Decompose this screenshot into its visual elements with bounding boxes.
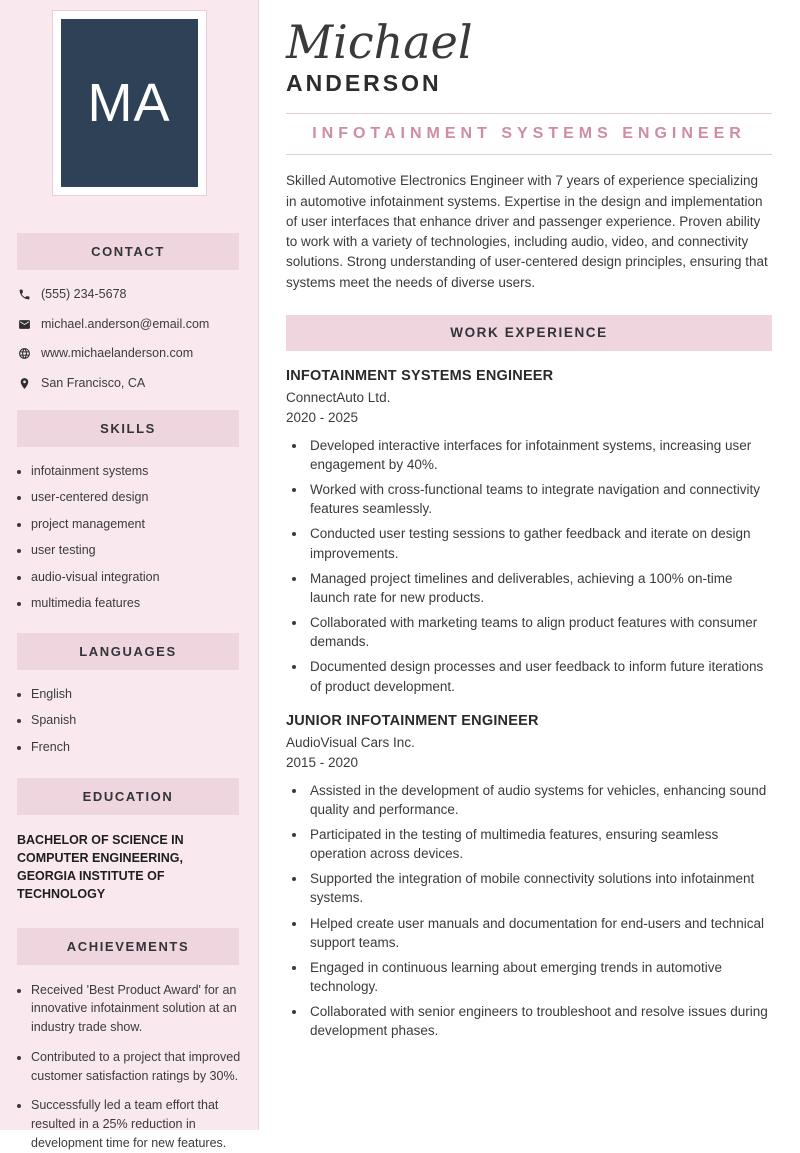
languages-section-header	[17, 633, 239, 670]
job-bullet: • Documented design processes and user feedback to inform future iterations of product development.	[307, 657, 772, 695]
phone-icon	[18, 288, 32, 301]
contact-list	[18, 287, 246, 392]
phone-number: (555) 234-5678	[41, 287, 127, 301]
language-item: • Spanish	[31, 712, 244, 730]
job-company: AudioVisual Cars Inc.	[286, 734, 415, 750]
language-item: • French	[31, 739, 244, 757]
achievement-item: • Contributed to a project that improved customer satisfaction ratings by 30%.	[31, 1048, 244, 1086]
contact-item-email	[18, 317, 246, 333]
language-item: • English	[31, 686, 244, 704]
skill-item: • audio-visual integration	[31, 569, 244, 587]
experience-section-title: WORK EXPERIENCE	[450, 325, 608, 341]
first-name: Michael	[286, 15, 473, 69]
profile-summary: Skilled Automotive Electronics Engineer with 7 years of experience specializing in automotive infotainment systems. Expertise in the design and implementation of user interfaces that enhance driver and passenger experience. Proven ability to work with a variety of technologies, including audio, video, and connectivity solutions. Strong understanding of user-centered design principles, ensuring that systems meet the needs of diverse users.	[286, 173, 768, 290]
contact-section-title: CONTACT	[91, 244, 165, 259]
achievement-item: • Received 'Best Product Award' for an innovative infotainment solution at an industry trade show.	[31, 981, 244, 1037]
location-icon	[18, 377, 32, 390]
job-bullet: • Collaborated with senior engineers to troubleshoot and resolve issues during development phases.	[307, 1002, 772, 1040]
skill-item: • project management	[31, 516, 244, 534]
job-bullet: • Worked with cross-functional teams to integrate navigation and connectivity features seamlessly.	[307, 480, 772, 518]
skill-item: • user-centered design	[31, 489, 244, 507]
job-dates: 2020 - 2025	[286, 409, 359, 425]
education-section-header	[17, 778, 239, 815]
sidebar	[0, 0, 259, 1150]
job-bullet: • Participated in the testing of multimedia features, ensuring seamless operation across devices.	[307, 825, 772, 863]
globe-icon	[18, 347, 32, 360]
location-text: San Francisco, CA	[41, 375, 146, 390]
job-bullet: • Assisted in the development of audio systems for vehicles, enhancing sound quality and performance.	[307, 781, 772, 819]
email-address: michael.anderson@email.com	[41, 316, 210, 331]
job-company: ConnectAuto Ltd.	[286, 389, 391, 405]
main-content	[259, 0, 800, 1130]
job-bullet-list	[286, 436, 772, 696]
languages-section-title: LANGUAGES	[79, 643, 177, 659]
email-icon	[18, 318, 32, 331]
achievements-section-header	[17, 928, 239, 965]
job-title: INFOTAINMENT SYSTEMS ENGINEER	[286, 367, 554, 384]
skills-section-header	[17, 410, 239, 447]
job-entry	[286, 368, 772, 696]
job-bullet: • Developed interactive interfaces for infotainment systems, increasing user engagement by 40%.	[307, 436, 772, 474]
education-section-title: EDUCATION	[82, 789, 174, 804]
contact-item-location	[18, 376, 246, 392]
last-name: ANDERSON	[286, 70, 442, 97]
job-dates: 2015 - 2020	[286, 754, 359, 770]
experience-section-header	[286, 315, 772, 351]
job-title: JUNIOR INFOTAINMENT ENGINEER	[286, 712, 539, 729]
skill-item: • user testing	[31, 542, 244, 560]
languages-list	[0, 686, 244, 757]
achievements-list	[0, 981, 244, 1153]
skills-section-title: SKILLS	[100, 420, 156, 436]
job-headline: INFOTAINMENT SYSTEMS ENGINEER	[286, 113, 772, 155]
job-bullet: • Managed project timelines and deliverables, achieving a 100% on-time launch rate for new products.	[307, 569, 772, 607]
achievement-item: • Successfully led a team effort that resulted in a 25% reduction in development time for new features.	[31, 1096, 244, 1152]
job-bullet: • Supported the integration of mobile connectivity solutions into infotainment systems.	[307, 869, 772, 907]
skills-list	[0, 463, 244, 613]
job-bullet-list	[286, 781, 772, 1041]
skill-item: • infotainment systems	[31, 463, 244, 481]
achievements-section-title: ACHIEVEMENTS	[66, 938, 190, 954]
contact-section-header	[17, 233, 239, 270]
website-url: www.michaelanderson.com	[41, 346, 194, 361]
contact-item-phone	[18, 287, 246, 303]
monogram-avatar: MA	[61, 19, 198, 187]
job-entry	[286, 713, 772, 1041]
job-bullet: • Helped create user manuals and documentation for end-users and technical support teams.	[307, 914, 772, 952]
job-bullet: • Conducted user testing sessions to gather feedback and iterate on design improvements.	[307, 524, 772, 562]
job-bullet: • Engaged in continuous learning about emerging trends in automotive technology.	[307, 958, 772, 996]
contact-item-website	[18, 346, 246, 362]
education-degree: BACHELOR OF SCIENCE IN COMPUTER ENGINEERING, GEORGIA INSTITUTE OF TECHNOLOGY	[17, 833, 184, 902]
skill-item: • multimedia features	[31, 595, 244, 613]
job-bullet: • Collaborated with marketing teams to align product features with consumer demands.	[307, 613, 772, 651]
photo-frame	[52, 10, 207, 196]
